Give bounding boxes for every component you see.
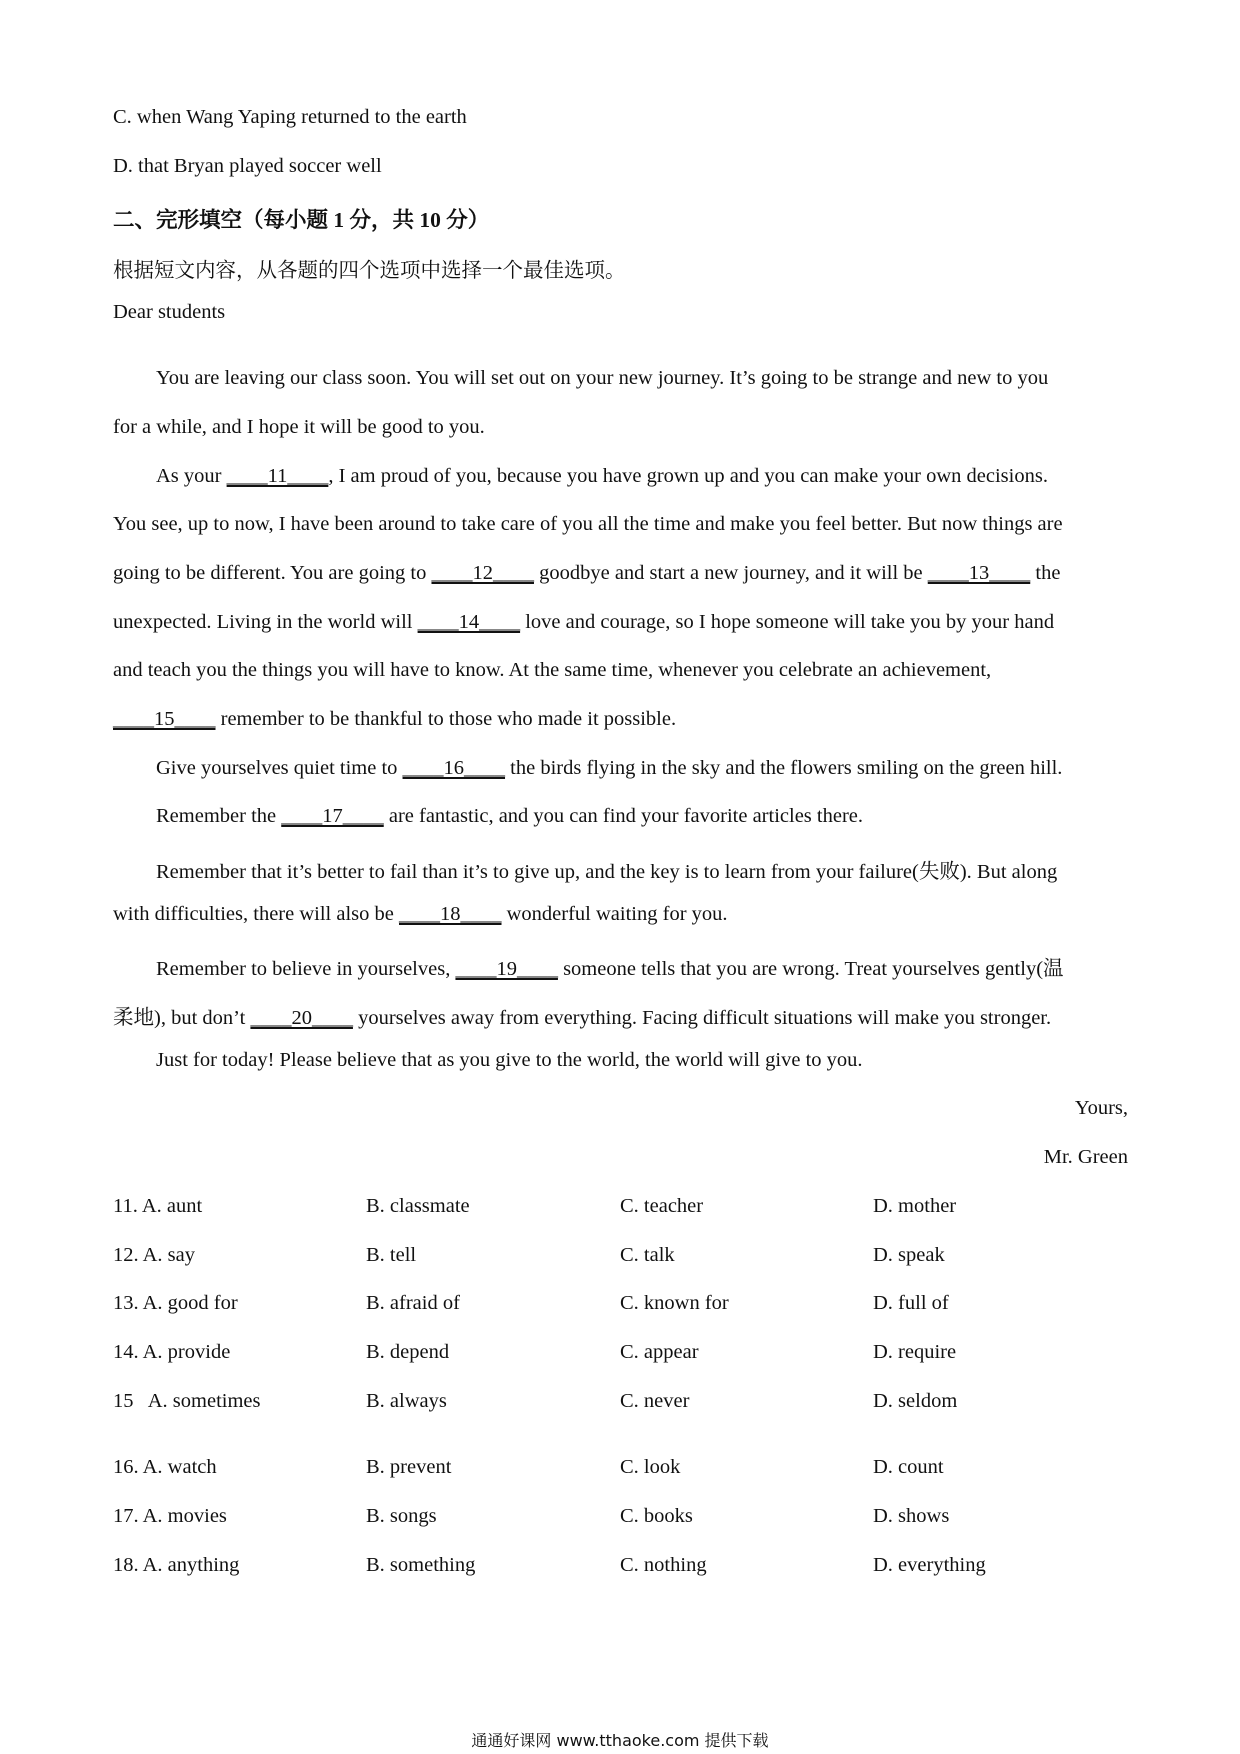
blank-16: ____16____: [402, 757, 506, 779]
letter-paragraph-2-line-6: [113, 708, 676, 731]
letter-paragraph-2-line-2: You see, up to now, I have been around to take care of you all the time and make you feel better. But now things are: [113, 513, 1063, 535]
text-segment: unexpected. Living in the world will: [113, 611, 418, 633]
blank-19: ____19____: [455, 958, 558, 980]
letter-paragraph-2-line-1: [156, 465, 1048, 488]
option-c[interactable]: C. talk: [620, 1244, 675, 1266]
text-segment: As your: [156, 465, 227, 487]
letter-paragraph-5-line-2: [113, 903, 728, 926]
options-row-11: [113, 1195, 1128, 1223]
letter-paragraph-2-line-4: [113, 611, 1054, 634]
option-d[interactable]: D. require: [873, 1341, 957, 1363]
letter-paragraph-2-line-3: [113, 562, 1060, 585]
option-c[interactable]: C. appear: [620, 1341, 699, 1363]
option-c[interactable]: C. nothing: [620, 1554, 707, 1576]
letter-paragraph-6-line-2: [113, 1000, 1051, 1030]
option-c[interactable]: C. teacher: [620, 1195, 704, 1217]
blank-14: ____14____: [417, 611, 521, 633]
option-d[interactable]: D. mother: [873, 1195, 957, 1217]
option-a[interactable]: 17. A. movies: [113, 1505, 227, 1527]
text-segment: the birds flying in the sky and the flowers smiling on the green hill.: [505, 757, 1063, 779]
option-a[interactable]: 18. A. anything: [113, 1554, 240, 1576]
text-segment: yourselves away from everything. Facing difficult situations will make you stronger.: [352, 1007, 1052, 1029]
option-b[interactable]: B. depend: [366, 1341, 450, 1363]
blank-12: ____12____: [431, 562, 534, 584]
letter-paragraph-7: Just for today! Please believe that as you give to the world, the world will give to you.: [156, 1049, 863, 1071]
blank-15: ____15____: [113, 708, 216, 730]
prev-option-d: D. that Bryan played soccer well: [113, 155, 382, 177]
option-b[interactable]: B. classmate: [366, 1195, 470, 1217]
options-row-18: [113, 1554, 1128, 1582]
option-c[interactable]: C. books: [620, 1505, 693, 1527]
option-a[interactable]: 15 A. sometimes: [113, 1390, 261, 1412]
option-d[interactable]: D. everything: [873, 1554, 986, 1576]
option-b[interactable]: B. prevent: [366, 1456, 452, 1478]
letter-paragraph-5-line-1: Remember that it’s better to fail than it’s to give up, and the key is to learn from your failure(失败). But along: [156, 861, 1058, 883]
text-segment: remember to be thankful to those who made it possible.: [215, 708, 677, 730]
letter-greeting: Dear students: [113, 301, 226, 323]
letter-paragraph-1-line-2: for a while, and I hope it will be good to you.: [113, 416, 485, 438]
letter-paragraph-1-line-1: You are leaving our class soon. You will set out on your new journey. It’s going to be strange and new to you: [156, 367, 1049, 389]
prev-option-c: C. when Wang Yaping returned to the earth: [113, 106, 467, 128]
options-row-16: [113, 1456, 1128, 1484]
option-b[interactable]: B. tell: [366, 1244, 417, 1266]
options-row-17: [113, 1505, 1128, 1533]
section-title: 二、完形填空（每小题 1 分，共 10 分）: [113, 208, 490, 232]
option-d[interactable]: D. seldom: [873, 1390, 958, 1412]
option-b[interactable]: B. afraid of: [366, 1292, 460, 1314]
text-segment: someone tells that you are wrong. Treat yourselves gently(温: [557, 958, 1064, 980]
option-a[interactable]: 13. A. good for: [113, 1292, 238, 1314]
blank-13: ____13____: [927, 562, 1031, 584]
blank-20: ____20____: [250, 1007, 353, 1029]
options-row-14: [113, 1341, 1128, 1369]
option-d[interactable]: D. full of: [873, 1292, 949, 1314]
blank-11: ____11____: [226, 465, 329, 487]
letter-paragraph-4: [156, 805, 863, 828]
letter-signature: Mr. Green: [1043, 1146, 1128, 1168]
option-b[interactable]: B. something: [366, 1554, 476, 1576]
text-segment: the: [1030, 562, 1061, 584]
text-segment: Give yourselves quiet time to: [156, 757, 403, 779]
option-a[interactable]: 14. A. provide: [113, 1341, 231, 1363]
letter-paragraph-2-line-5: and teach you the things you will have to know. At the same time, whenever you celebrate an achievement,: [113, 659, 992, 681]
option-b[interactable]: B. always: [366, 1390, 447, 1412]
text-segment: Remember to believe in yourselves,: [156, 958, 456, 980]
text-segment: love and courage, so I hope someone will take you by your hand: [520, 611, 1055, 633]
option-b[interactable]: B. songs: [366, 1505, 437, 1527]
option-a[interactable]: 11. A. aunt: [113, 1195, 203, 1217]
text-segment: goodbye and start a new journey, and it will be: [533, 562, 928, 584]
text-segment: , I am proud of you, because you have grown up and you can make your own decisions.: [328, 465, 1048, 487]
options-row-15: [113, 1390, 1128, 1418]
option-a[interactable]: 12. A. say: [113, 1244, 195, 1266]
text-segment: with difficulties, there will also be: [113, 903, 399, 925]
letter-paragraph-3: [156, 757, 1062, 780]
options-row-12: [113, 1244, 1128, 1272]
text-segment: are fantastic, and you can find your favorite articles there.: [383, 805, 863, 827]
page-footer: 通通好课网 www.tthaoke.com 提供下载: [471, 1731, 769, 1750]
option-d[interactable]: D. speak: [873, 1244, 945, 1266]
option-c[interactable]: C. look: [620, 1456, 681, 1478]
letter-closing: Yours,: [1074, 1097, 1128, 1119]
options-row-13: [113, 1292, 1128, 1320]
text-segment: 柔地), but don’t: [113, 1007, 251, 1029]
option-c[interactable]: C. never: [620, 1390, 690, 1412]
blank-18: ____18____: [399, 903, 502, 925]
section-instruction: 根据短文内容，从各题的四个选项中选择一个最佳选项。: [113, 260, 626, 282]
blank-17: ____17____: [281, 805, 384, 827]
option-d[interactable]: D. shows: [873, 1505, 950, 1527]
option-a[interactable]: 16. A. watch: [113, 1456, 217, 1478]
letter-paragraph-6-line-1: [156, 951, 1064, 981]
text-segment: Remember the: [156, 805, 282, 827]
text-segment: wonderful waiting for you.: [501, 903, 728, 925]
option-c[interactable]: C. known for: [620, 1292, 729, 1314]
option-d[interactable]: D. count: [873, 1456, 944, 1478]
text-segment: going to be different. You are going to: [113, 562, 432, 584]
